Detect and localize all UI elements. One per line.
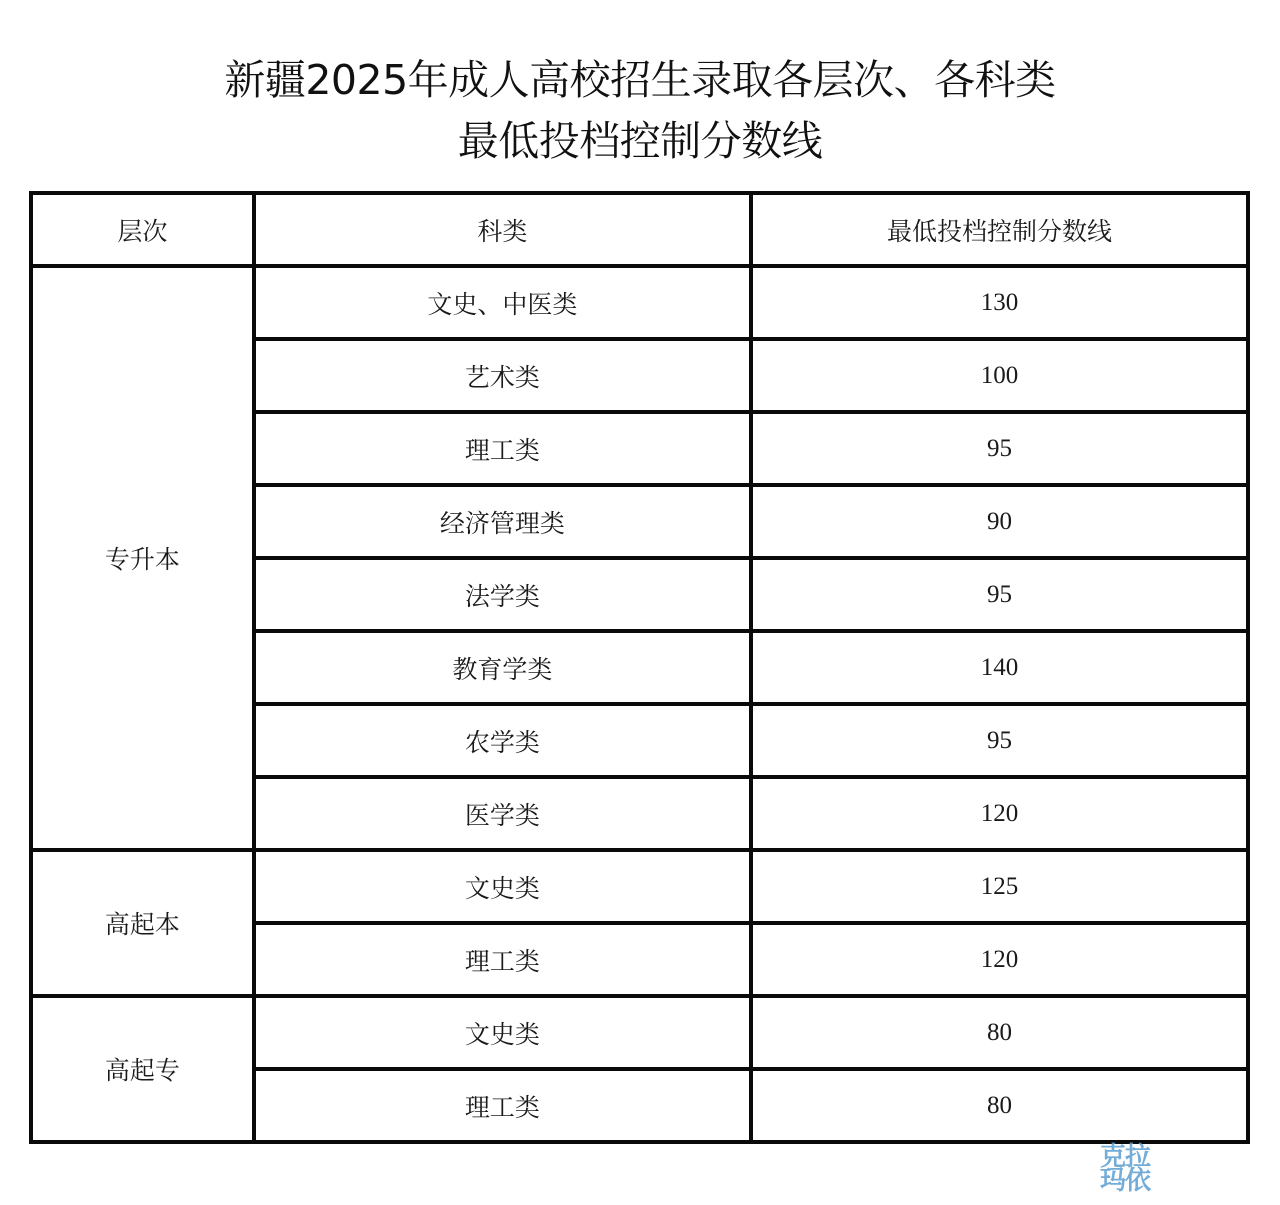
category-cell: 经济管理类 (254, 485, 751, 558)
score-cell: 95 (751, 412, 1248, 485)
score-cell: 90 (751, 485, 1248, 558)
score-cell: 100 (751, 339, 1248, 412)
score-cell: 140 (751, 631, 1248, 704)
category-cell: 艺术类 (254, 339, 751, 412)
category-cell: 理工类 (254, 923, 751, 996)
score-cell: 95 (751, 704, 1248, 777)
category-cell: 教育学类 (254, 631, 751, 704)
table-row (31, 996, 1248, 1069)
category-cell: 理工类 (254, 412, 751, 485)
category-cell: 农学类 (254, 704, 751, 777)
watermark-text-line-2: 玛依 (1100, 1166, 1151, 1196)
score-cell: 130 (751, 266, 1248, 339)
score-cell: 120 (751, 777, 1248, 850)
category-cell: 文史类 (254, 850, 751, 923)
level-cell: 专升本 (31, 266, 254, 850)
table-row (31, 850, 1248, 923)
table-row (31, 266, 1248, 339)
score-cell: 120 (751, 923, 1248, 996)
score-cell: 95 (751, 558, 1248, 631)
header-row (31, 193, 1248, 266)
watermark-text-line-1: 克拉 (1100, 1142, 1151, 1172)
category-cell: 理工类 (254, 1069, 751, 1142)
document-title-line-2: 最低投档控制分数线 (457, 117, 823, 165)
category-cell: 文史、中医类 (254, 266, 751, 339)
header-category: 科类 (254, 193, 751, 266)
score-cell: 125 (751, 850, 1248, 923)
category-cell: 法学类 (254, 558, 751, 631)
score-cell: 80 (751, 996, 1248, 1069)
level-cell: 高起专 (31, 996, 254, 1142)
category-cell: 文史类 (254, 996, 751, 1069)
score-cell: 80 (751, 1069, 1248, 1142)
watermark-logo (1100, 1142, 1170, 1196)
category-cell: 医学类 (254, 777, 751, 850)
level-cell: 高起本 (31, 850, 254, 996)
header-score: 最低投档控制分数线 (751, 193, 1248, 266)
score-table (29, 191, 1250, 1144)
document-title-line-1: 新疆2025年成人高校招生录取各层次、各科类 (224, 56, 1056, 104)
header-level: 层次 (31, 193, 254, 266)
